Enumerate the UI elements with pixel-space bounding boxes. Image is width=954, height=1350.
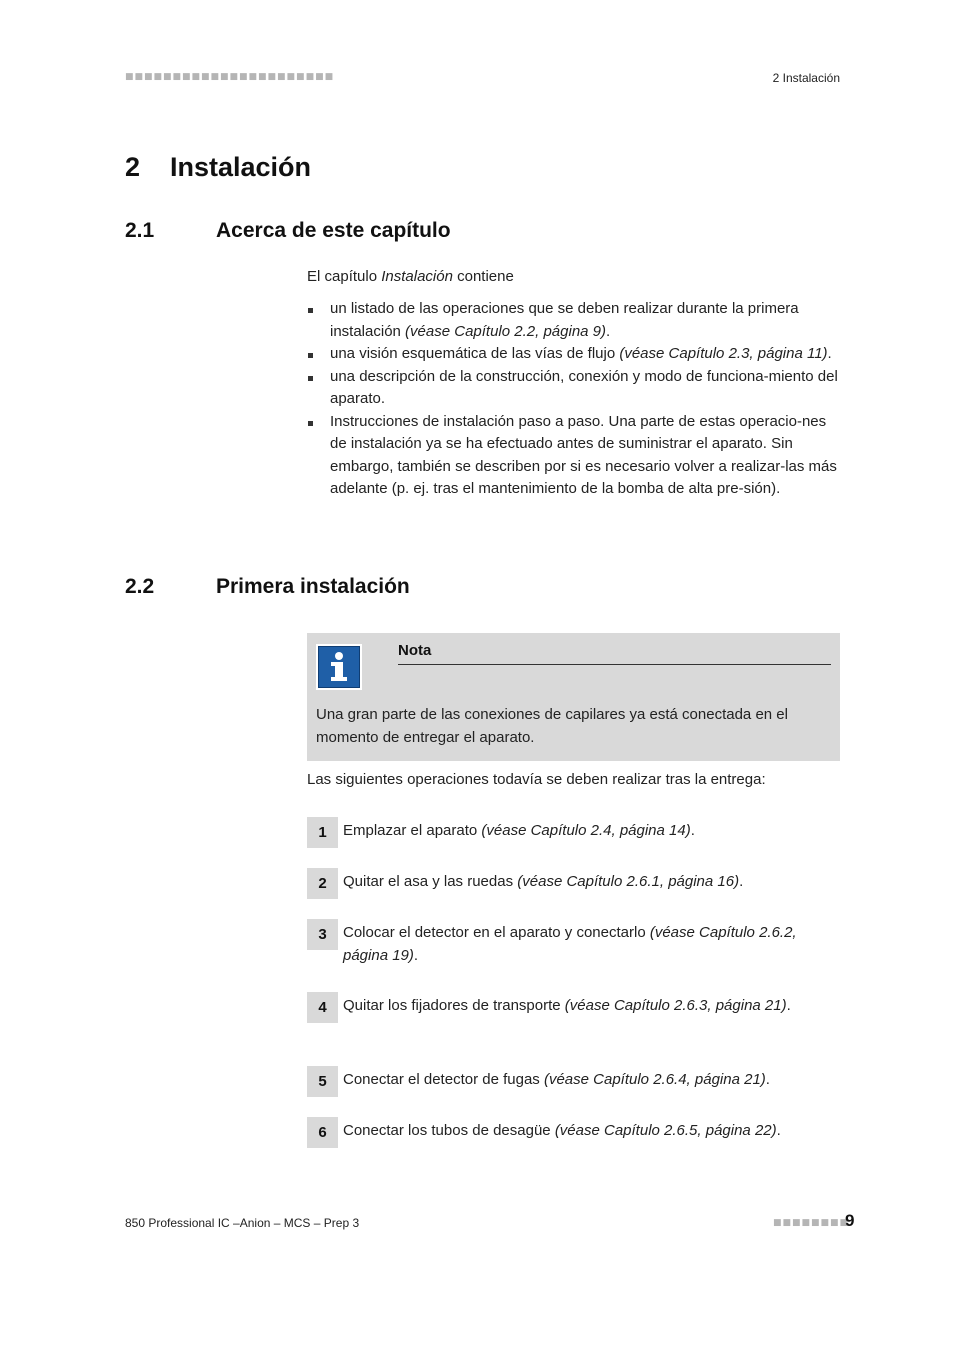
chapter-number: 2 — [125, 152, 141, 182]
step-text — [343, 995, 803, 1018]
step-number: 3 — [307, 919, 338, 950]
cross-reference[interactable]: (véase Capítulo 2.3, página 11) — [619, 345, 828, 362]
cross-reference[interactable]: (véase Capítulo 2.6.4, página 21) — [543, 1071, 766, 1088]
note-title: Nota — [398, 642, 831, 665]
info-icon — [316, 644, 362, 690]
intro-italic: Instalación — [381, 268, 453, 285]
cross-reference[interactable]: (véase Capítulo 2.6.1, página 16) — [517, 873, 740, 890]
list-item — [307, 298, 840, 343]
cross-reference[interactable]: (véase Capítulo 2.6.2, página 19) — [343, 924, 797, 964]
header-decoration: ■■■■■■■■■■■■■■■■■■■■■■ — [125, 72, 335, 82]
step-number: 4 — [307, 992, 338, 1023]
step-text — [343, 1120, 838, 1143]
contents-list — [307, 298, 840, 501]
step-label: Quitar los fijadores de transporte — [343, 997, 565, 1014]
step-label: Quitar el asa y las ruedas — [343, 873, 518, 890]
note-box — [307, 633, 840, 761]
step-label: Colocar el detector en el aparato y conectarlo — [343, 924, 650, 941]
bullet-text: Instrucciones de instalación paso a paso. Una parte de estas operacio-nes de instalación ya se ha efectuado antes de suministrar el aparato. Sin embargo, también se describen por si es necesario volver a realizar-las más adelante (p. ej. tras el mantenimiento de la bomba de alta pre-sión). — [330, 412, 837, 497]
footer-product: 850 Professional IC –Anion – MCS – Prep 3 — [125, 1216, 360, 1230]
step-label: Emplazar el aparato — [343, 822, 482, 839]
intro-suffix: contiene — [452, 268, 514, 285]
step-text — [343, 922, 838, 967]
step-label: Conectar los tubos de desagüe — [343, 1122, 555, 1139]
bullet-text: una visión esquemática de las vías de flujo — [330, 345, 620, 362]
section-number: 2.1 — [125, 219, 155, 242]
list-item — [307, 366, 840, 411]
section-intro — [307, 266, 840, 289]
step-number: 1 — [307, 817, 338, 848]
cross-reference[interactable]: (véase Capítulo 2.6.3, página 21) — [564, 997, 787, 1014]
step-end: . — [786, 997, 791, 1014]
step-number: 2 — [307, 868, 338, 899]
step-end: . — [690, 822, 695, 839]
section-heading-2-2 — [125, 575, 825, 603]
step-text — [343, 820, 838, 843]
bullet-end: . — [606, 322, 611, 340]
section-number: 2.2 — [125, 575, 155, 598]
cross-reference[interactable]: (véase Capítulo 2.2, página 9) — [405, 322, 607, 340]
step-number: 5 — [307, 1066, 338, 1097]
note-text: Una gran parte de las conexiones de capilares ya está conectada en el momento de entregar el aparato. — [316, 706, 788, 746]
step-text — [343, 1069, 838, 1092]
step-text — [343, 871, 838, 894]
bullet-text: un listado de las operaciones que se deben realizar durante la primera instalación — [330, 300, 799, 340]
list-item — [307, 343, 840, 366]
cross-reference[interactable]: (véase Capítulo 2.6.5, página 22) — [554, 1122, 777, 1139]
section-title: Primera instalación — [216, 575, 410, 598]
step-end: . — [776, 1122, 781, 1139]
list-item — [307, 411, 840, 501]
step-end: . — [739, 873, 744, 890]
steps-lead: Las siguientes operaciones todavía se deben realizar tras la entrega: — [307, 771, 766, 788]
bullet-text: una descripción de la construcción, conexión y modo de funciona-miento del aparato. — [330, 367, 838, 407]
step-end: . — [765, 1071, 770, 1088]
step-number: 6 — [307, 1117, 338, 1148]
chapter-title: Instalación — [170, 152, 312, 182]
section-heading-2-1 — [125, 219, 825, 247]
running-title: 2 Instalación — [772, 71, 840, 85]
page-number: 9 — [845, 1211, 855, 1230]
cross-reference[interactable]: (véase Capítulo 2.4, página 14) — [481, 822, 691, 839]
section-title: Acerca de este capítulo — [216, 219, 451, 242]
step-end: . — [413, 946, 419, 964]
step-label: Conectar el detector de fugas — [343, 1071, 544, 1088]
bullet-end: . — [827, 345, 832, 362]
intro-prefix: El capítulo — [307, 268, 382, 285]
footer-decoration: ■■■■■■■■ — [773, 1218, 850, 1228]
chapter-heading — [125, 152, 825, 188]
